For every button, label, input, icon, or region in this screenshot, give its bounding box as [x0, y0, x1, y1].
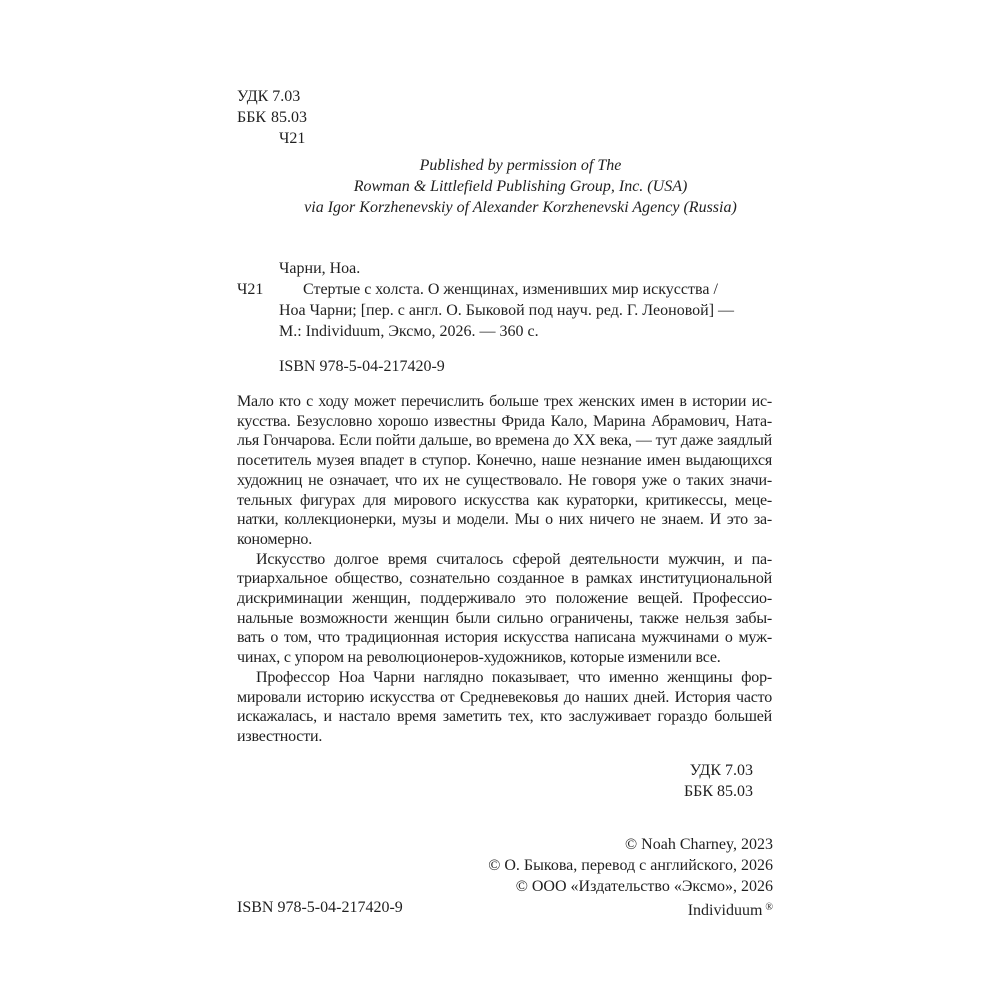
author-sign-value: Ч21	[279, 130, 306, 147]
author-sign-row	[237, 128, 307, 149]
annotation-line: Мало кто с ходу может перечислить больше трех женских имен в истории ис-	[237, 393, 772, 410]
permission-notice	[237, 155, 788, 218]
udk-label: УДК	[237, 88, 269, 105]
annotation-line: мировали историю искусства от Средневековья до наших дней. История часто	[237, 688, 772, 706]
annotation-line: искажалась, и настало время заметить тех, кто заслуживает гораздо большей	[237, 708, 772, 726]
udk-row	[237, 86, 307, 107]
annotation-text	[237, 392, 772, 747]
registered-mark: ®	[765, 902, 773, 913]
bbk-row	[237, 107, 307, 128]
annotation-line: вать о том, что традиционная история искусства написана мужчинами о муж-	[237, 629, 772, 647]
bbk-label: ББК	[237, 109, 267, 126]
catalog-author: Чарни, Ноа.	[279, 260, 361, 277]
annotation-line: посетитель музея впадет в ступор. Конечно, наше незнание имен выдающихся	[237, 452, 772, 470]
catalog-line: М.: Individuum, Эксмо, 2026. — 360 с.	[279, 323, 539, 340]
annotation-line: Искусство долгое время считалось сферой деятельности мужчин, и па-	[256, 550, 772, 568]
annotation-line: кономерно.	[237, 530, 313, 548]
catalog-line: Ноа Чарни; [пер. с англ. О. Быковой под науч. ред. Г. Леоновой] —	[279, 302, 735, 319]
catalog-entry-block	[237, 258, 797, 377]
permission-line: via Igor Korzhenevskiy of Alexander Korzhenevski Agency (Russia)	[304, 199, 737, 216]
annotation-line: тельных фигурах для мирового искусства как кураторки, критикессы, меце-	[237, 491, 772, 509]
copyright-line: © Noah Charney, 2023	[625, 836, 773, 853]
catalog-isbn: ISBN 978-5-04-217420-9	[279, 358, 445, 375]
annotation-line: чинах, с упором на революционеров-художников, которые изменили все.	[237, 649, 721, 667]
bbk-value: 85.03	[271, 109, 307, 126]
udk-footer: УДК 7.03	[689, 762, 753, 779]
permission-line: Rowman & Littlefield Publishing Group, Inc. (USA)	[353, 178, 688, 195]
annotation-line: Профессор Ноа Чарни наглядно показывает, что именно женщины фор-	[256, 668, 772, 686]
annotation-line: известности.	[237, 727, 323, 745]
bbk-footer: ББК 85.03	[683, 783, 753, 800]
annotation-line: художниц не означает, что их не существовало. Не говоря уже о таких значи-	[237, 471, 772, 489]
imprint-name: Individuum	[687, 902, 763, 919]
footer-isbn: ISBN 978-5-04-217420-9	[237, 899, 403, 916]
annotation-line: кусства. Безусловно хорошо известны Фрида Кало, Марина Абрамович, Ната-	[237, 412, 772, 430]
udk-value: 7.03	[272, 88, 301, 105]
copyright-line: © ООО «Издательство «Эксмо», 2026	[515, 878, 773, 895]
permission-line: Published by permission of The	[419, 157, 622, 174]
author-sign-spacer	[237, 128, 267, 149]
annotation-line: триархальное общество, сознательно созданное в рамках институциональной	[237, 570, 772, 588]
annotation-line: натки, коллекционерки, музы и модели. Мы о них ничего не знаем. И это за-	[237, 511, 772, 529]
annotation-line: нальные возможности женщин были сильно ограничены, также нельзя забы-	[237, 609, 772, 627]
classification-footer-block	[237, 760, 753, 802]
annotation-line: лья Гончарова. Если пойти дальше, во времена до XX века, — тут даже заядлый	[237, 432, 772, 450]
classification-top-block	[237, 86, 307, 149]
catalog-title-line: Стертые с холста. О женщинах, изменивших мир искусства /	[303, 281, 718, 298]
annotation-line: дискриминации женщин, поддерживало это положение вещей. Профессио-	[237, 590, 772, 608]
catalog-code: Ч21	[237, 281, 264, 298]
catalog-entry	[237, 279, 797, 342]
copyright-line: © О. Быкова, перевод с английского, 2026	[488, 857, 773, 874]
